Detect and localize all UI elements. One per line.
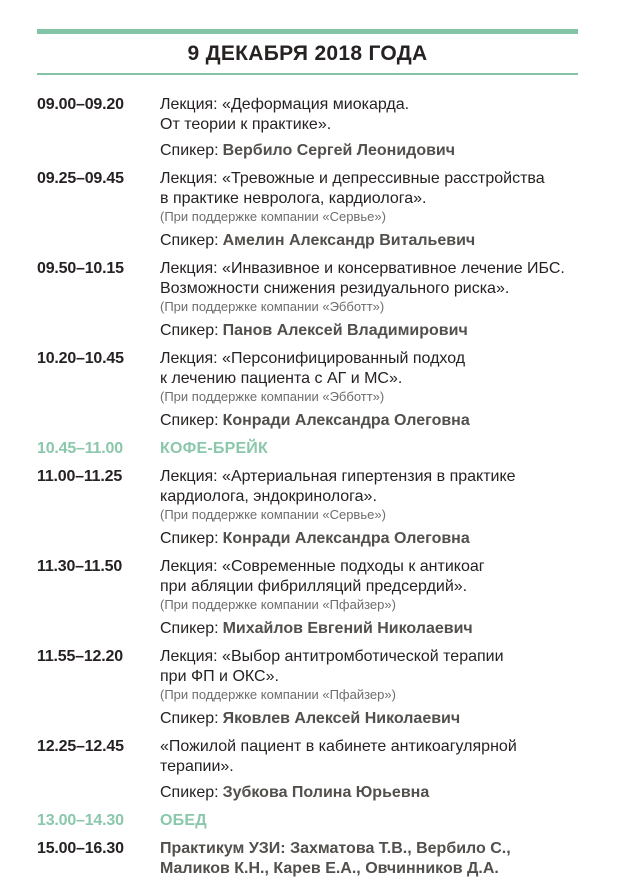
speaker-label: Спикер: [160,620,219,637]
session-title-line: кардиолога, эндокринолога». [160,488,377,505]
speaker-name: Конради Александра Олеговна [222,412,470,429]
session-title-line: Лекция: «Персонифицированный подход [160,350,466,367]
session-title-line: к лечению пациента с АГ и МС». [160,370,403,387]
support-note: (При поддержке компании «Пфайзер») [160,597,396,612]
session-title-line: Лекция: «Выбор антитромботической терапии [160,648,504,665]
time-label: 15.00–16.30 [37,840,124,857]
session-title-line: Лекция: «Инвазивное и консервативное лечение ИБС. [160,260,565,277]
session-title-line: Лекция: «Современные подходы к антикоаг [160,558,485,575]
time-label: 09.00–09.20 [37,96,124,113]
session-title-line: Лекция: «Артериальная гипертензия в практике [160,468,516,485]
schedule-row [37,467,578,549]
speaker-line [160,231,578,251]
support-note: (При поддержке компании «Пфайзер») [160,687,396,702]
speaker-line [160,783,578,803]
schedule-row [37,259,578,341]
time-label: 10.20–10.45 [37,350,124,367]
speaker-line [160,529,578,549]
time-label: 13.00–14.30 [37,812,124,829]
time-label: 11.55–12.20 [37,648,123,665]
schedule-row [37,557,578,639]
practicum-row [37,839,578,879]
session-title-line: при абляции фибрилляций предсердий». [160,578,468,595]
session-title-line: терапии». [160,758,234,775]
speaker-name: Яковлев Алексей Николаевич [222,710,461,727]
speaker-label: Спикер: [160,232,219,249]
speaker-line [160,619,578,639]
speaker-name: Михайлов Евгений Николаевич [222,620,473,637]
speaker-name: Панов Алексей Владимирович [222,322,468,339]
page-title: 9 ДЕКАБРЯ 2018 ГОДА [187,42,428,65]
support-note: (При поддержке компании «Сервье») [160,507,386,522]
speaker-label: Спикер: [160,412,219,429]
break-row [37,439,578,459]
speaker-name: Конради Александра Олеговна [222,530,470,547]
speaker-label: Спикер: [160,530,219,547]
time-label: 12.25–12.45 [37,738,124,755]
speaker-name: Амелин Александр Витальевич [222,232,476,249]
schedule-list [37,95,578,879]
session-title-line: От теории к практике». [160,116,332,133]
time-label: 11.30–11.50 [37,558,123,575]
speaker-label: Спикер: [160,710,219,727]
session-title-line: в практике невролога, кардиолога». [160,190,427,207]
schedule-row [37,647,578,729]
break-label: ОБЕД [160,812,207,829]
schedule-row [37,95,578,161]
speaker-name: Зубкова Полина Юрьевна [222,784,430,801]
schedule-row [37,737,578,803]
header-rule-bottom [37,73,578,75]
schedule-row [37,349,578,431]
speaker-label: Спикер: [160,142,219,159]
session-title-line: при ФП и ОКС». [160,668,279,685]
support-note: (При поддержке компании «Сервье») [160,209,386,224]
session-title-line: Лекция: «Тревожные и депрессивные расстройства [160,170,545,187]
session-title-line: Лекция: «Деформация миокарда. [160,96,410,113]
time-label: 11.00–11.25 [37,468,123,485]
schedule-row [37,169,578,251]
session-title-line: «Пожилой пациент в кабинете антикоагулярной [160,738,517,755]
speaker-line [160,321,578,341]
support-note: (При поддержке компании «Эбботт») [160,299,385,314]
practicum-line: Практикум УЗИ: Захматова Т.В., Вербило С., [160,840,511,857]
time-label: 09.25–09.45 [37,170,124,187]
speaker-label: Спикер: [160,322,219,339]
time-label: 10.45–11.00 [37,440,123,457]
session-title-line: Возможности снижения резидуального риска». [160,280,510,297]
break-label: КОФЕ-БРЕЙК [160,440,268,457]
time-label: 09.50–10.15 [37,260,124,277]
speaker-line [160,411,578,431]
practicum-line: Маликов К.Н., Карев Е.А., Овчинников Д.А. [160,860,499,877]
speaker-label: Спикер: [160,784,219,801]
support-note: (При поддержке компании «Эбботт») [160,389,385,404]
speaker-line [160,141,578,161]
speaker-line [160,709,578,729]
break-row [37,811,578,831]
speaker-name: Вербило Сергей Леонидович [222,142,456,159]
